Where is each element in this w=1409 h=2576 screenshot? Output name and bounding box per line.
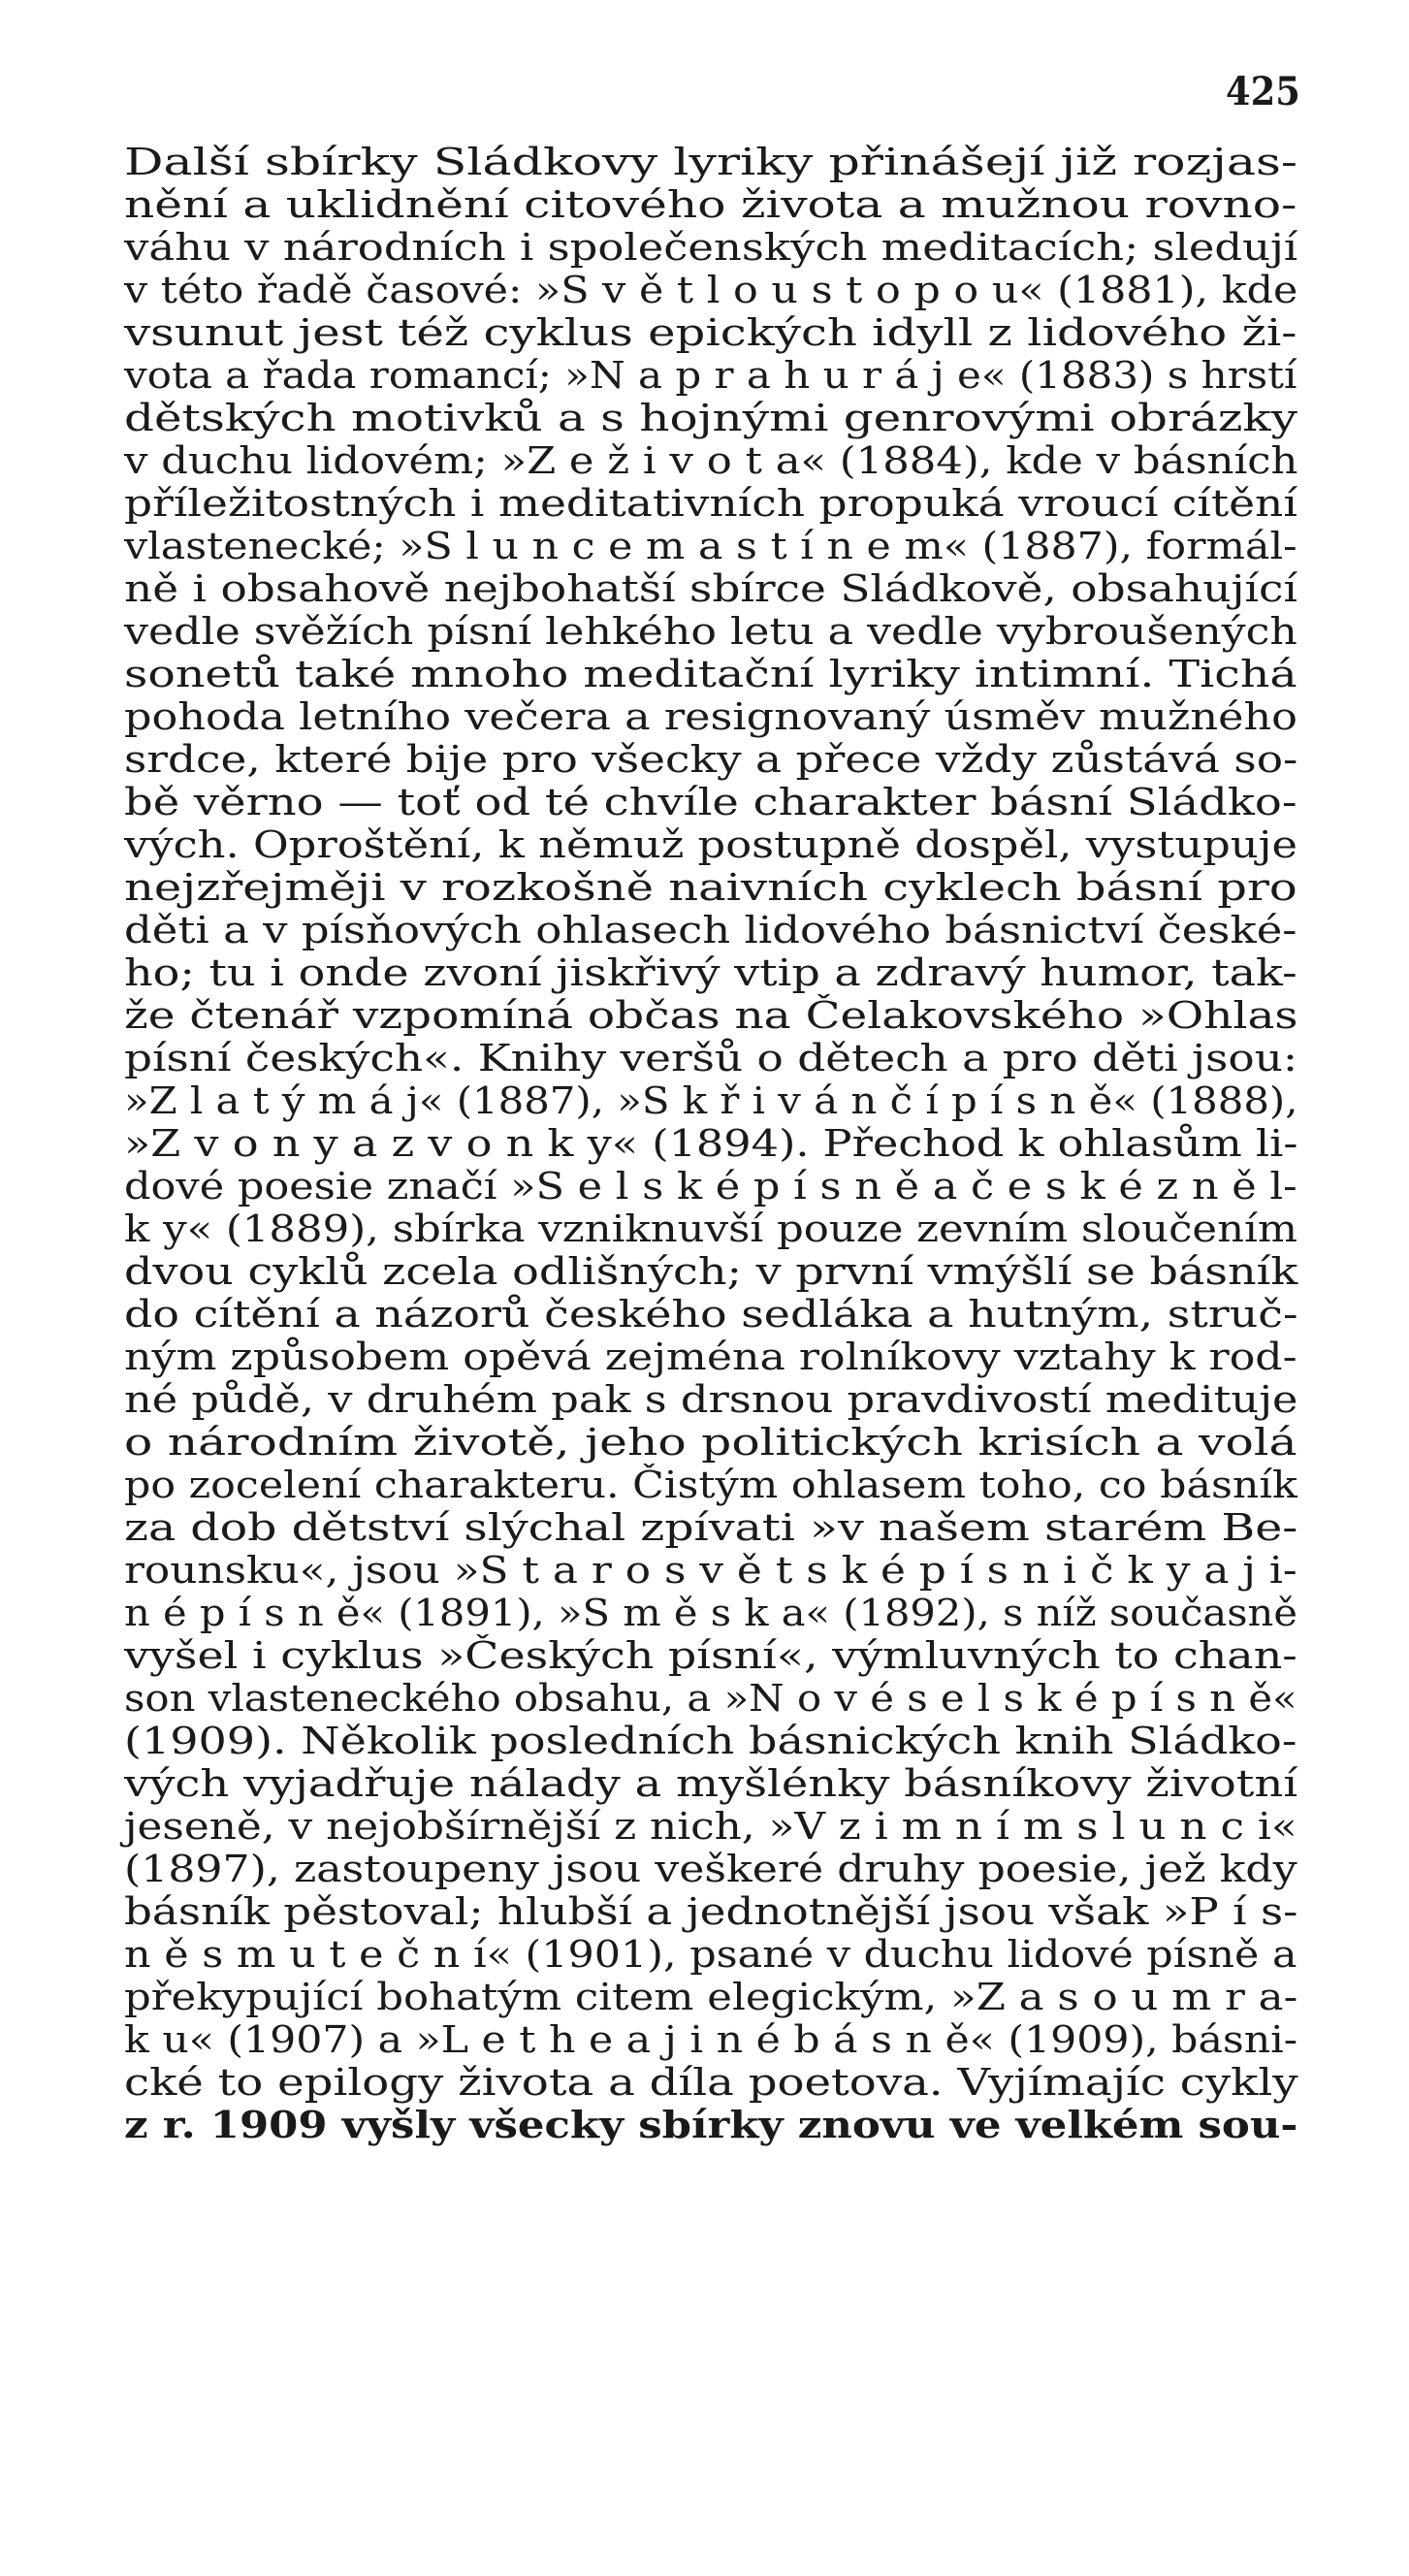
- text-line: o národním životě, jeho politických krisích a volá: [124, 1421, 1297, 1464]
- text-line: pohoda letního večera a resignovaný úsměv mužného: [124, 695, 1297, 738]
- text-line: dětských motivků a s hojnými genrovými obrázky: [124, 397, 1297, 439]
- text-line: dové poesie značí »S e l s k é p í s n ě a č e s k é z n ě l-: [124, 1165, 1297, 1208]
- text-line: překypující bohatým citem elegickým, »Z a s o u m r a-: [124, 1976, 1298, 2018]
- text-line: vyšel i cyklus »Českých písní«, výmluvných to chan-: [124, 1634, 1297, 1677]
- text-line: nejzřejměji v rozkošně naivních cyklech básní pro: [124, 866, 1297, 909]
- text-line: ným způsobem opěvá zejména rolníkovy vztahy k rod-: [124, 1336, 1297, 1378]
- text-line: bě věrno — toť od té chvíle charakter básní Sládko-: [124, 781, 1297, 823]
- text-line: ně i obsahově nejbohatší sbírce Sládkově, obsahující: [124, 567, 1297, 610]
- text-line: »Z l a t ý m á j« (1887), »S k ř i v á n č í p í s n ě« (1888),: [124, 1079, 1298, 1122]
- text-line: rounsku«, jsou »S t a r o s v ě t s k é p í s n i č k y a j i-: [124, 1549, 1297, 1592]
- text-line: jeseně, v nejobšírnější z nich, »V z i m n í m s l u n c i«: [124, 1805, 1297, 1848]
- text-line: do cítění a názorů českého sedláka a hutným, struč-: [124, 1293, 1298, 1336]
- text-line: srdce, které bije pro všecky a přece vždy zůstává so-: [124, 738, 1298, 781]
- body-text: [124, 141, 1297, 2146]
- text-line: příležitostných i meditativních propuká vroucí cítění: [124, 482, 1297, 525]
- text-line: n ě s m u t e č n í« (1901), psané v duchu lidové písně a: [124, 1933, 1297, 1976]
- text-line: sonetů také mnoho meditační lyriky intimní. Tichá: [124, 653, 1297, 695]
- text-line: k y« (1889), sbírka vzniknuvší pouze zevním sloučením: [124, 1208, 1298, 1250]
- text-line: ho; tu i onde zvoní jiskřivý vtip a zdravý humor, tak-: [124, 951, 1297, 994]
- text-line: k u« (1907) a »L e t h e a j i n é b á s n ě« (1909), básni-: [124, 2018, 1298, 2061]
- page-number: 425: [1226, 69, 1300, 114]
- text-line: že čtenář vzpomíná občas na Čelakovského »Ohlas: [124, 994, 1298, 1037]
- text-line: né půdě, v druhém pak s drsnou pravdivostí medituje: [124, 1378, 1298, 1421]
- text-line: váhu v národních i společenských meditacích; sledují: [124, 226, 1298, 269]
- text-line: dvou cyklů zcela odlišných; v první vmýšlí se básník: [124, 1250, 1298, 1293]
- text-line: vlastenecké; »S l u n c e m a s t í n e m« (1887), formál-: [124, 525, 1297, 567]
- text-line: v této řadě časové: »S v ě t l o u s t o p o u« (1881), kde: [124, 269, 1298, 311]
- text-line: (1909). Několik posledních básnických knih Sládko-: [124, 1720, 1297, 1762]
- text-line: vsunut jest též cyklus epických idyll z lidového ži-: [124, 311, 1297, 354]
- text-line: písní českých«. Knihy veršů o dětech a pro děti jsou:: [124, 1037, 1298, 1079]
- text-line: vých vyjadřuje nálady a myšlénky básníkovy životní: [124, 1762, 1298, 1805]
- text-line: (1897), zastoupeny jsou veškeré druhy poesie, jež kdy: [124, 1848, 1297, 1890]
- text-line: nění a uklidnění citového života a mužnou rovno-: [124, 183, 1297, 226]
- text-line: Další sbírky Sládkovy lyriky přinášejí již rozjas-: [124, 141, 1298, 183]
- text-line: děti a v písňových ohlasech lidového básnictví české-: [124, 909, 1297, 951]
- text-line: n é p í s n ě« (1891), »S m ě s k a« (1892), s níž současně: [124, 1592, 1297, 1634]
- text-line: vota a řada romancí; »N a p r a h u r á j e« (1883) s hrstí: [124, 354, 1297, 397]
- text-line: vých. Oproštění, k němuž postupně dospěl, vystupuje: [124, 823, 1297, 866]
- text-line: básník pěstoval; hlubší a jednotnější jsou však »P í s-: [124, 1890, 1298, 1933]
- text-line: son vlasteneckého obsahu, a »N o v é s e l s k é p í s n ě«: [124, 1677, 1297, 1720]
- text-line: »Z v o n y a z v o n k y« (1894). Přechod k ohlasům li-: [124, 1122, 1298, 1165]
- text-line: cké to epilogy života a díla poetova. Vyjímajíc cykly: [124, 2061, 1298, 2104]
- text-line: za dob dětství slýchal zpívati »v našem starém Be-: [124, 1506, 1298, 1549]
- text-line: vedle svěžích písní lehkého letu a vedle vybroušených: [124, 610, 1297, 653]
- text-line: po zocelení charakteru. Čistým ohlasem toho, co básník: [124, 1464, 1297, 1506]
- text-line: z r. 1909 vyšly všecky sbírky znovu ve velkém sou-: [124, 2103, 1298, 2146]
- text-line: v duchu lidovém; »Z e ž i v o t a« (1884), kde v básních: [124, 439, 1298, 482]
